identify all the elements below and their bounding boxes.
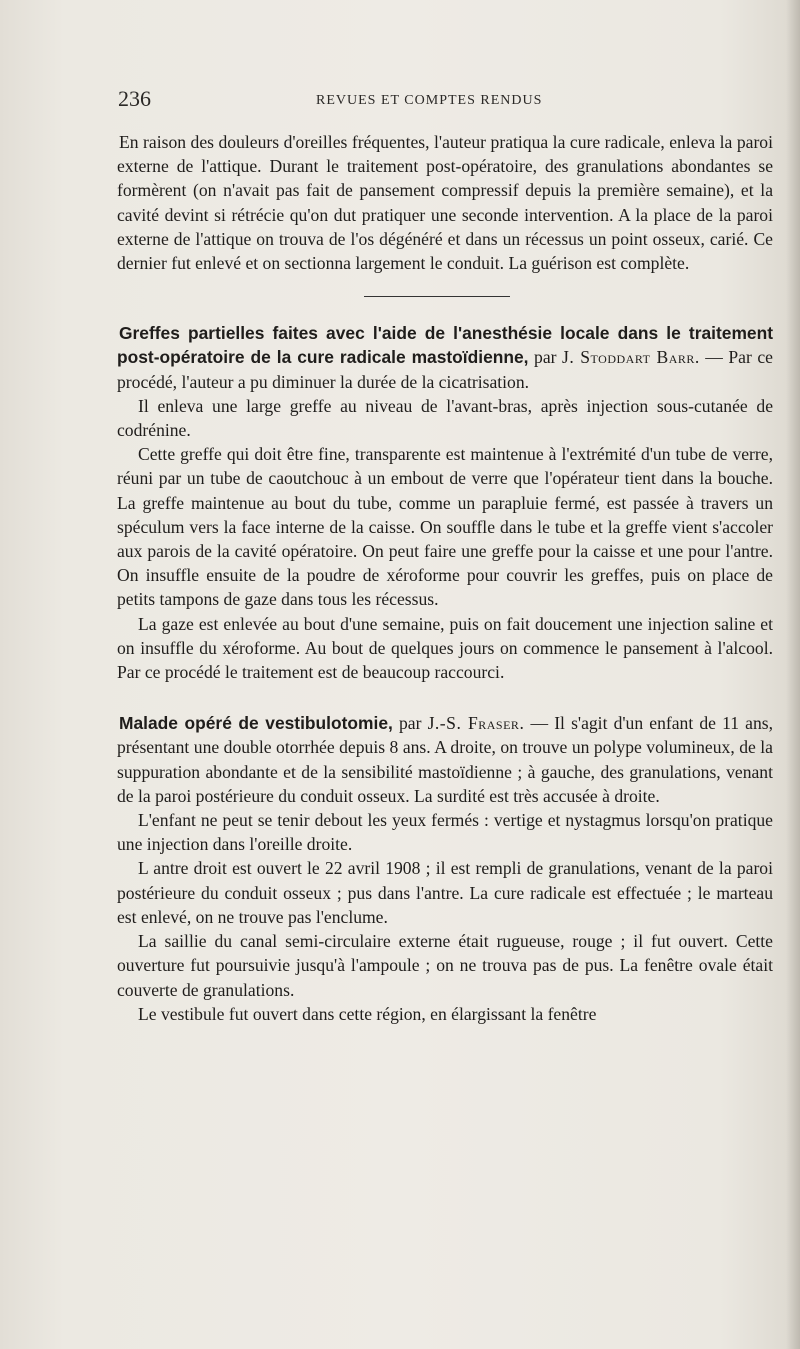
section-divider <box>364 296 510 297</box>
paragraph-attique: En raison des douleurs d'oreilles fréquentes, l'auteur pratiqua la cure radicale, enleva la paroi externe de l'attique. Durant le traitement post-opératoire, des granulations abondantes se formèrent (on n'avait pas fait de pansement compressif depuis la première semaine), et la cavité devint si rétrécie qu'on dut pratiquer une seconde intervention. A la place de la paroi externe de l'attique on trouva de l'os dégénéré et dans un récessus un point osseux, carié. Ce dernier fut enlevé et on sectionna largement le conduit. La guérison est complète. <box>117 132 773 274</box>
paragraph: La gaze est enlevée au bout d'une semaine, puis on fait doucement une injection saline et on insuffle du xéroforme. Au bout de quelques jours on commence le pansement à l'alcool. Par ce procédé le traitement est de beaucoup raccourci. <box>117 613 773 683</box>
paragraph: L antre droit est ouvert le 22 avril 1908 ; il est rempli de granulations, venant de la paroi postérieure du conduit osseux ; pus dans l'antre. La cure radicale est effectuée ; le marteau est enlevé, on ne trouve pas l'enclume. <box>117 858 773 927</box>
page-edge-shadow <box>786 0 800 1349</box>
article-vestibulotomie <box>117 711 773 808</box>
article-intro-vestibulotomie: — Il s'agit d'un enfant de 11 ans, présentant une double otorrhée depuis 8 ans. A droite, on trouve un polype volumineux, de la suppuration abondante et de la sensibilité mastoïdienne ; à gauche, des granulations, venant de la paroi postérieure du conduit osseux. La surdité est très accusée à droite. <box>117 713 774 806</box>
page-body <box>117 130 773 1026</box>
paragraph: Il enleva une large greffe au niveau de l'avant-bras, après injection sous-cutanée de codrénine. <box>117 395 773 441</box>
paragraph: Cette greffe qui doit être fine, transparente est maintenue à l'extrémité d'un tube de verre, réuni par un tube de caoutchouc à un embout de verre que l'opérateur tient dans la bouche. La greffe maintenue au bout du tube, comme un parapluie fermé, est passée à travers un spéculum vers la face interne de la caisse. On souffle dans le tube et la greffe vient s'accoler aux parois de la cavité opératoire. On peut faire une greffe pour la caisse et une pour l'antre. On insuffle ensuite de la poudre de xéroforme pour couvrir les greffes, puis on place de petits tampons de gaze dans tous les récessus. <box>117 444 773 610</box>
article-title-greffes: Greffes partielles faites avec l'aide de l'anesthésie locale dans le traitement post-opératoire de la cure radicale mastoïdienne, <box>117 323 773 368</box>
paragraph: La saillie du canal semi-circulaire externe était rugueuse, rouge ; il fut ouvert. Cette ouverture fut poursuivie jusqu'à l'ampoule ; on ne trouva pas de pus. La fenêtre ovale était couverte de granulations. <box>117 931 773 1000</box>
article-author-barr: J. Stoddart Barr. <box>562 347 700 368</box>
article-intro-greffes: — Par ce procédé, l'auteur a pu diminuer la durée de la cicatrisation. <box>117 347 773 392</box>
article-by: par <box>528 347 562 368</box>
article-title-vestibulotomie: Malade opéré de vestibulotomie, <box>119 713 393 734</box>
running-head: REVUES ET COMPTES RENDUS <box>316 93 543 108</box>
section-gap <box>117 684 773 711</box>
article-greffes <box>117 321 773 394</box>
page-header <box>118 86 788 116</box>
paragraph: Le vestibule fut ouvert dans cette région, en élargissant la fenêtre <box>138 1003 597 1024</box>
paragraph: L'enfant ne peut se tenir debout les yeux fermés : vertige et nystagmus lorsqu'on pratique une injection dans l'oreille droite. <box>117 810 773 855</box>
article-author-fraser: J.-S. Fraser. <box>427 713 525 734</box>
page-number: 236 <box>118 86 151 111</box>
article-by: par <box>392 713 428 734</box>
